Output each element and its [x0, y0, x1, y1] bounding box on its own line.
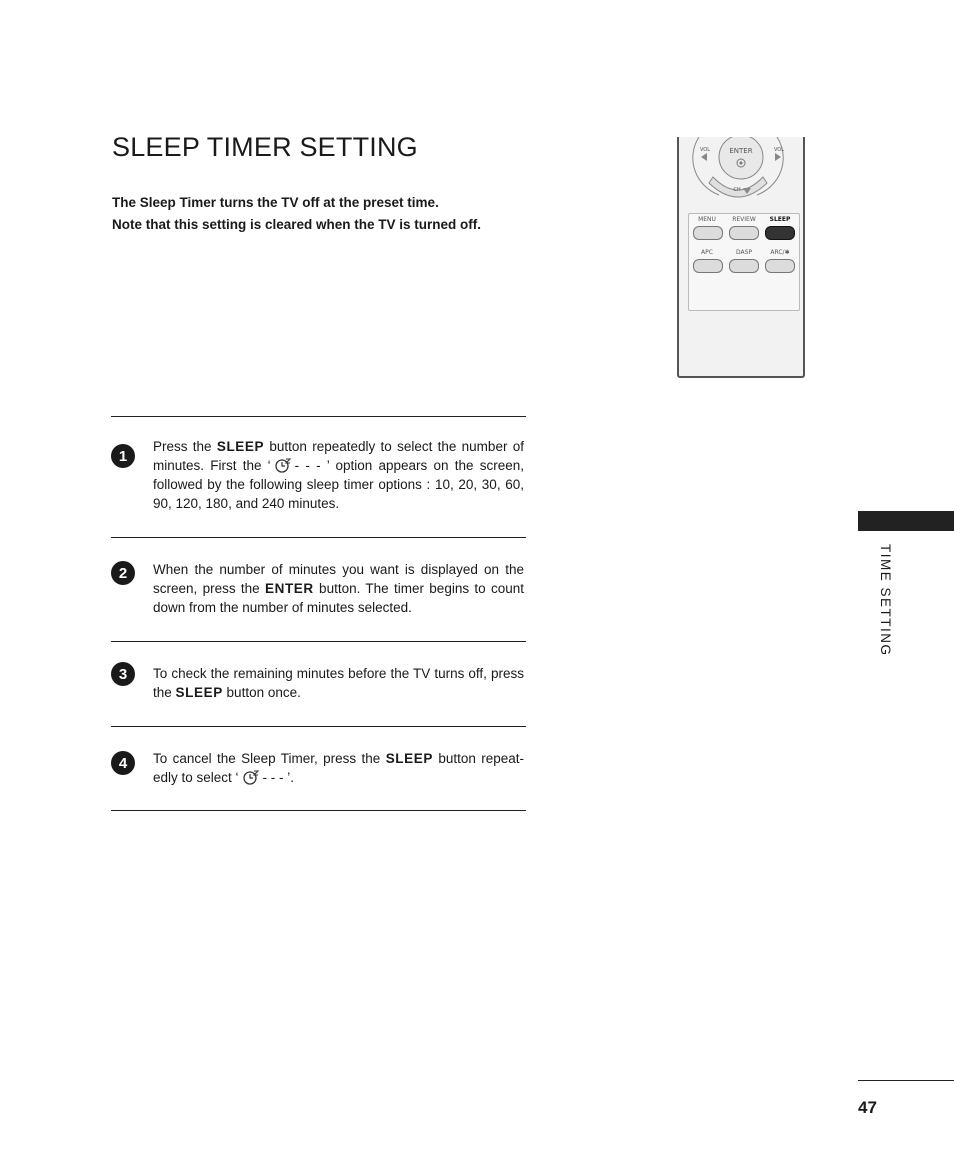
step-3-text: To check the remaining minutes before the TV turns off, press the SLEEP button once. [153, 666, 524, 700]
section-side-label: TIME SETTING [878, 544, 893, 657]
remote-review-button [729, 226, 759, 240]
vol-right-arrow-icon [775, 153, 781, 161]
intro-line-1: The Sleep Timer turns the TV off at the preset time. [112, 195, 439, 210]
remote-apc-label: APC [701, 249, 713, 256]
section-tab-bar [858, 511, 954, 531]
remote-menu-button [693, 226, 723, 240]
remote-ch-label: CH [733, 187, 741, 193]
step-4-text: To cancel the Sleep Timer, press the SLEEP button repeat-edly to select ‘ - - - ’. [153, 751, 524, 785]
page-number-rule [858, 1080, 954, 1081]
sleep-key-label: SLEEP [385, 751, 433, 766]
intro-text [112, 192, 542, 236]
remote-enter-label: ENTER [729, 147, 753, 155]
page-number: 47 [858, 1098, 877, 1117]
step-divider [111, 416, 526, 417]
page-title: SLEEP TIMER SETTING [112, 132, 418, 162]
remote-sleep-button [765, 226, 795, 240]
step-2-text: When the number of minutes you want is displayed on the screen, press the ENTER button. The timer begins to count down from the number of minutes selected. [153, 562, 524, 615]
step-number-4: 4 [111, 751, 135, 775]
enter-key-label: ENTER [264, 581, 314, 596]
remote-vol-left-label: VOL [699, 147, 711, 153]
remote-apc-button [693, 259, 723, 273]
sleep-timer-icon [275, 458, 291, 473]
step-number-3: 3 [111, 662, 135, 686]
sleep-key-label: SLEEP [216, 439, 265, 454]
remote-review-label: REVIEW [732, 216, 756, 223]
remote-arc-button [765, 259, 795, 273]
remote-dasp-label: DASP [735, 249, 753, 256]
remote-illustration [677, 137, 805, 378]
remote-sleep-label: SLEEP [769, 216, 791, 223]
remote-menu-label: MENU [698, 216, 716, 223]
step-1-text: Press the SLEEP button repeatedly to select the number of minutes. First the ‘ - - - ’ option appears on the screen, followed by the following sleep timer options : 10, 20, 30, 60, 90, 120, 180, and 240 minutes. [153, 439, 524, 511]
step-divider [111, 537, 526, 538]
step-divider [111, 726, 526, 727]
sleep-key-label: SLEEP [175, 685, 223, 700]
step-divider [111, 641, 526, 642]
intro-line-2: Note that this setting is cleared when the TV is turned off. [112, 217, 482, 232]
sleep-timer-icon [243, 770, 259, 785]
remote-button-panel [688, 213, 800, 311]
step-number-1: 1 [111, 444, 135, 468]
step-divider [111, 810, 526, 811]
step-number-2: 2 [111, 561, 135, 585]
remote-dasp-button [729, 259, 759, 273]
remote-arc-label: ARC/✱ [770, 249, 790, 256]
remote-vol-right-label: VOL [773, 147, 785, 153]
vol-left-arrow-icon [701, 153, 707, 161]
